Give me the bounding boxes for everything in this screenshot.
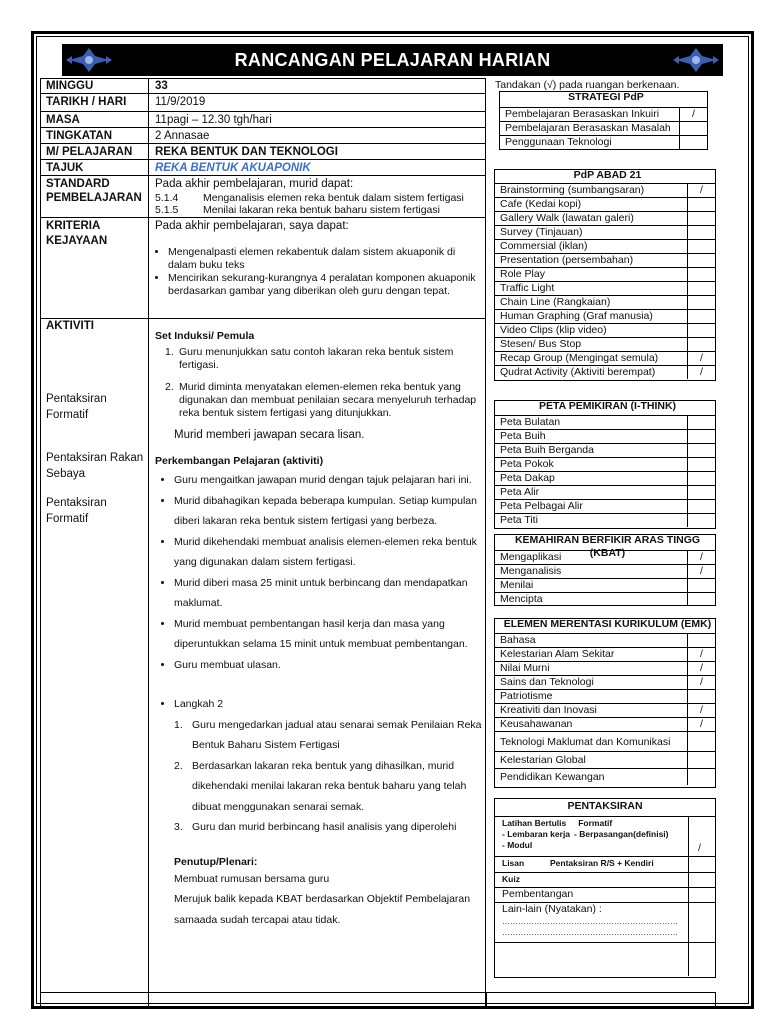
checkmark[interactable] (687, 732, 715, 751)
set-note: Murid memberi jawapan secara lisan. (174, 429, 365, 441)
standard-intro: Pada akhir pembelajaran, murid dapat: (155, 178, 354, 190)
list-item: Peta Titi (495, 513, 715, 527)
emk-box (494, 618, 716, 788)
list-item: Menilai (495, 578, 715, 592)
list-item: Penggunaan Teknologi (500, 135, 707, 149)
perkembangan-list (155, 470, 483, 675)
list-item: 3. Guru dan murid berbincang hasil analisis yang diperolehi (174, 821, 457, 833)
sp-item-no: 5.1.4 (155, 192, 179, 204)
checkmark[interactable] (687, 500, 715, 513)
list-item: Peta Bulatan (495, 415, 715, 429)
masa-value: 11pagi – 12.30 tgh/hari (155, 114, 272, 126)
checkmark[interactable] (687, 593, 715, 606)
list-item: Peta Pelbagai Alir (495, 499, 715, 513)
checkmark[interactable] (687, 752, 715, 768)
tarikh-value: 11/9/2019 (155, 96, 206, 108)
checkmark[interactable] (687, 472, 715, 485)
list-item: Teknologi Maklumat dan Komunikasi (495, 731, 715, 751)
list-item: Keusahawanan / (495, 717, 715, 731)
list-item: Chain Line (Rangkaian) (495, 295, 715, 309)
checkmark[interactable] (687, 514, 715, 527)
list-item: Kelestarian Global (495, 751, 715, 768)
checkmark[interactable] (679, 136, 707, 149)
list-item: 2. Murid diminta menyatakan elemen-elemen reka bentuk yang digunakan dan membuat penilaian secara menyeluruh terhadap reka bentuk sistem fertigasi yang ditunjukkan. (165, 381, 477, 419)
list-item: Role Play (495, 267, 715, 281)
checkmark[interactable]: / (687, 366, 715, 379)
assessment-note: Pentaksiran Formatif (46, 497, 107, 525)
list-item: Sains dan Teknologi / (495, 675, 715, 689)
checkmark[interactable] (687, 324, 715, 337)
checkmark[interactable]: / (687, 565, 715, 578)
list-item: Pendidikan Kewangan (495, 768, 715, 785)
list-item: 2. Berdasarkan lakaran reka bentuk yang dihasilkan, murid dikehendaki menilai lakaran reka bentuk baharu yang telah dibuat menggunakan senarai semak. (174, 759, 467, 813)
checkmark[interactable] (687, 212, 715, 225)
tingkatan-label: TINGKATAN (46, 130, 113, 142)
checkmark[interactable]: / (687, 662, 715, 675)
tarikh-label: TARIKH / HARI (46, 96, 127, 108)
list-item: • Murid dikehendaki membuat analisis elemen-elemen reka bentuk yang digunakan dalam sistem fertigasi. (174, 532, 483, 573)
dotted-line: ………………………………………………………… (502, 928, 678, 937)
list-item: Kreativiti dan Inovasi / (495, 703, 715, 717)
latihan-block: Latihan Bertulis Formatif - Lembaran kerja - Berpasangan(definisi) - Modul (502, 818, 669, 850)
page-title-bar (62, 44, 723, 76)
strategi-title: STRATEGI PdP (568, 91, 644, 103)
list-item: Patriotisme (495, 689, 715, 703)
ithink-box (494, 400, 716, 529)
tingkatan-value: 2 Annasae (155, 130, 210, 142)
kbat-box (494, 534, 716, 606)
checkmark[interactable] (687, 416, 715, 429)
checkmark[interactable]: / (687, 551, 715, 564)
checkmark[interactable] (687, 240, 715, 253)
checkmark[interactable] (687, 254, 715, 267)
checkmark[interactable] (687, 226, 715, 239)
list-item: • Mencirikan sekurang-kurangnya 4 peralatan komponen akuaponik berdasarkan gambar yang diberikan oleh guru dengan tepat. (168, 272, 478, 298)
assessment-note: Pentaksiran Rakan Sebaya (46, 452, 144, 480)
list-item: Menganalisis / (495, 564, 715, 578)
list-item: Recap Group (Mengingat semula) / (495, 351, 715, 365)
list-item: Human Graphing (Graf manusia) (495, 309, 715, 323)
assessment-note: Pentaksiran Formatif (46, 393, 107, 421)
minggu-value: 33 (155, 80, 168, 92)
activities (155, 330, 483, 930)
list-item: Pembelajaran Berasaskan Masalah (500, 121, 707, 135)
list-item: Stesen/ Bus Stop (495, 337, 715, 351)
checkmark[interactable] (687, 310, 715, 323)
checkmark[interactable] (687, 444, 715, 457)
checkmark[interactable]: / (679, 108, 707, 121)
standard-label: STANDARD (46, 178, 110, 190)
list-item: Commersial (iklan) (495, 239, 715, 253)
tajuk-label: TAJUK (46, 162, 84, 174)
tajuk-value: REKA BENTUK AKUAPONIK (155, 162, 311, 174)
checkmark[interactable] (687, 634, 715, 647)
penutup-title: Penutup/Plenari: (174, 855, 258, 868)
instruction-text: Tandakan (√) pada ruangan berkenaan. (495, 79, 680, 91)
checkmark[interactable]: / (687, 184, 715, 197)
list-item: Peta Buih (495, 429, 715, 443)
subject-label: M/ PELAJARAN (46, 146, 133, 158)
checkmark[interactable]: / (687, 704, 715, 717)
masa-label: MASA (46, 114, 80, 126)
list-item: Bahasa (495, 633, 715, 647)
checkmark[interactable] (687, 430, 715, 443)
checkmark[interactable] (687, 769, 715, 785)
emk-title: ELEMEN MERENTASI KURIKULUM (EMK) (503, 618, 712, 630)
list-item: • Murid membuat pembentangan hasil kerja dan masa yang diperuntukkan selama 15 minit untuk membuat pembentangan. (174, 614, 483, 655)
minggu-label: MINGGU (46, 80, 94, 92)
page-title: RANCANGAN PELAJARAN HARIAN (234, 49, 551, 70)
list-item: Cafe (Kedai kopi) (495, 197, 715, 211)
checkmark[interactable] (687, 296, 715, 309)
list-item: Video Clips (klip video) (495, 323, 715, 337)
list-item: • Guru membuat ulasan. (174, 655, 483, 676)
pentaksiran-box (494, 798, 716, 978)
list-item: 1. Guru mengedarkan jadual atau senarai semak Penilaian Reka Bentuk Baharu Sistem Fertigasi (174, 718, 482, 751)
ornament-icon (64, 46, 114, 74)
dotted-line: ………………………………………………………… (502, 917, 678, 926)
list-item: Mencipta (495, 592, 715, 606)
abad-title: PdP ABAD 21 (573, 169, 642, 181)
list-item: Peta Buih Berganda (495, 443, 715, 457)
list-item: Brainstorming (sumbangsaran) / (495, 183, 715, 197)
sp-item-text: Menilai lakaran reka bentuk baharu sistem fertigasi (203, 204, 440, 216)
list-item: Survey (Tinjauan) (495, 225, 715, 239)
checkmark[interactable]: / (687, 648, 715, 661)
aktiviti-label: AKTIVITI (46, 320, 94, 332)
ithink-title: PETA PEMIKIRAN (I-THINK) (538, 400, 677, 412)
checkmark[interactable] (687, 198, 715, 211)
list-item: Traffic Light (495, 281, 715, 295)
list-item: • Guru mengaitkan jawapan murid dengan tajuk pelajaran hari ini. (174, 470, 483, 491)
sp-item-no: 5.1.5 (155, 204, 179, 216)
list-item: Nilai Murni / (495, 661, 715, 675)
pembelajaran-label: PEMBELAJARAN (46, 192, 142, 204)
checkmark[interactable] (687, 282, 715, 295)
checkmark[interactable]: / (687, 718, 715, 731)
lisan-label: Lisan (502, 858, 525, 868)
checkmark[interactable] (687, 486, 715, 499)
list-item: Presentation (persembahan) (495, 253, 715, 267)
list-item: Kelestarian Alam Sekitar / (495, 647, 715, 661)
list-item: • Murid diberi masa 25 minit untuk berbincang dan mendapatkan maklumat. (174, 573, 483, 614)
kriteria-intro: Pada akhir pembelajaran, saya dapat: (155, 220, 349, 232)
set-induksi-title: Set Induksi/ Pemula (155, 330, 255, 342)
checkmark[interactable] (687, 338, 715, 351)
list-item: Mengaplikasi / (495, 550, 715, 564)
pentaksiran-title: PENTAKSIRAN (567, 800, 643, 812)
list-item: Qudrat Activity (Aktiviti berempat) / (495, 365, 715, 379)
checkmark[interactable] (679, 122, 707, 135)
lain-label: Lain-lain (Nyatakan) : (502, 903, 602, 915)
list-item: Gallery Walk (lawatan galeri) (495, 211, 715, 225)
list-item: • Murid dibahagikan kepada beberapa kumpulan. Setiap kumpulan diberi lakaran reka bentuk sistem fertigasi yang berbeza. (174, 491, 483, 532)
list-item: 1. Guru menunjukkan satu contoh lakaran reka bentuk sistem fertigasi. (165, 346, 454, 371)
list-item: • Mengenalpasti elemen rekabentuk dalam sistem akuaponik di dalam buku teks (168, 246, 478, 272)
pembentangan-label: Pembentangan (502, 888, 574, 900)
checkmark[interactable] (687, 458, 715, 471)
kbat-title: KEMAHIRAN BERFIKIR ARAS TINGG (KBAT) (514, 534, 701, 559)
list-item: Pembelajaran Berasaskan Inkuiri / (500, 107, 707, 121)
lisan-note: Pentaksiran R/S + Kendiri (550, 858, 654, 868)
kriteria-label: KRITERIA (46, 220, 101, 232)
sp-item-text: Menganalisis elemen reka bentuk dalam sistem fertigasi (203, 192, 464, 204)
checkmark[interactable] (687, 690, 715, 703)
list-item: Peta Pokok (495, 457, 715, 471)
penutup-text: Membuat rumusan bersama guru Merujuk balik kepada KBAT berdasarkan Objektif Pembelajaran samaada sudah tercapai atau tidak. (174, 872, 471, 926)
ornament-icon (671, 46, 721, 74)
checkmark[interactable]: / (698, 842, 701, 854)
checkmark[interactable]: / (687, 352, 715, 365)
perkembangan-title: Perkembangan Pelajaran (aktiviti) (155, 455, 324, 467)
kriteria-list (153, 246, 478, 298)
subject-value: REKA BENTUK DAN TEKNOLOGI (155, 146, 338, 158)
kuiz-label: Kuiz (502, 874, 520, 884)
checkmark[interactable] (687, 268, 715, 281)
langkah-label: • Langkah 2 (174, 694, 483, 715)
abad21-box (494, 169, 716, 381)
list-item: Peta Dakap (495, 471, 715, 485)
list-item: Peta Alir (495, 485, 715, 499)
kejayaan-label: KEJAYAAN (46, 235, 108, 247)
checkmark[interactable]: / (687, 676, 715, 689)
langkah-list (155, 715, 483, 838)
checkmark[interactable] (687, 579, 715, 592)
strategi-box (499, 91, 708, 150)
